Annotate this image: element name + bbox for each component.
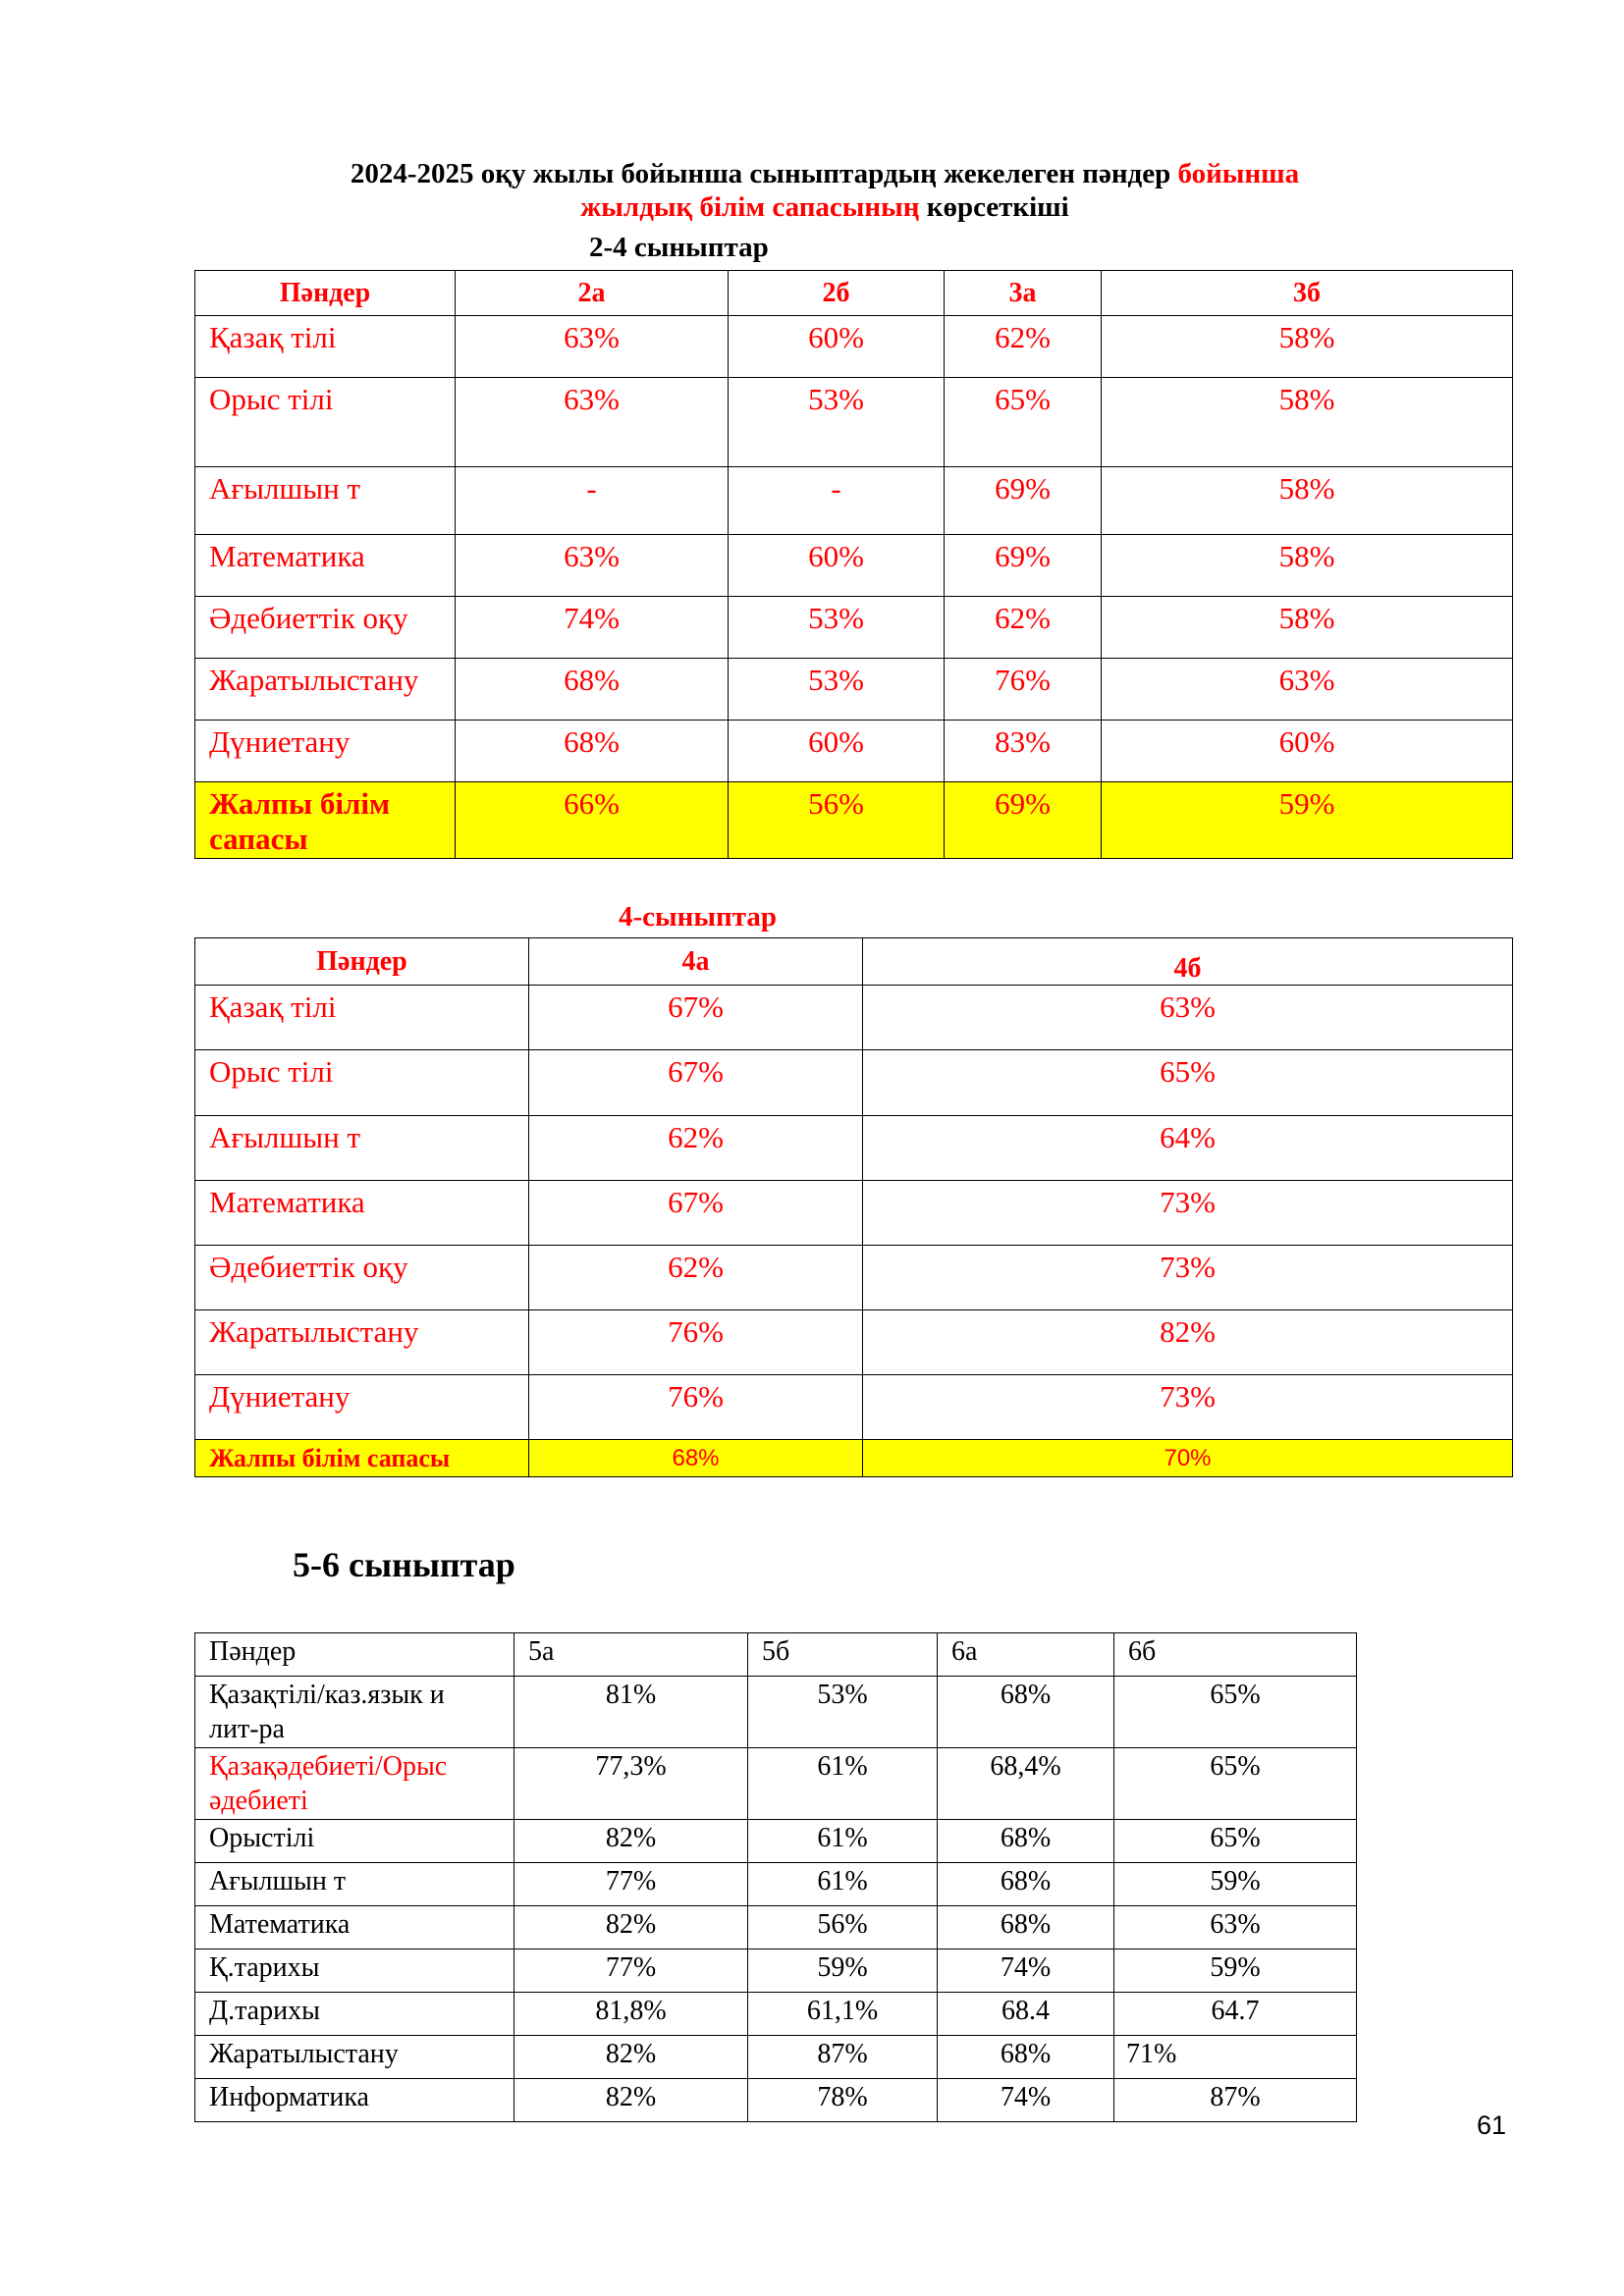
subject-cell: Әдебиеттік оқу (195, 597, 456, 659)
value-cell: 76% (945, 659, 1102, 721)
value-cell: 53% (729, 659, 945, 721)
value-cell: 73% (863, 1246, 1513, 1310)
value-cell: - (456, 467, 729, 535)
table-row (195, 2079, 1357, 2122)
total-row (195, 1440, 1513, 1477)
value-cell: 76% (529, 1375, 863, 1440)
value-cell: 53% (729, 597, 945, 659)
subject-cell: Жаратылыстану (195, 1310, 529, 1375)
header-cell: 5б (748, 1633, 938, 1677)
value-cell: 58% (1102, 597, 1513, 659)
value-cell: 71% (1114, 2036, 1357, 2079)
subject-cell: Жаратылыстану (195, 2036, 514, 2079)
value-cell: 67% (529, 986, 863, 1050)
value-cell: 68% (456, 721, 729, 782)
value-cell: 78% (748, 2079, 938, 2122)
page-number: 61 (1476, 2110, 1506, 2140)
header-cell: 2б (729, 271, 945, 316)
table-row (195, 1181, 1513, 1246)
subject-cell: Орыс тілі (195, 378, 456, 467)
table-row (195, 597, 1513, 659)
subject-line: Қазақтілі/каз.язык и (209, 1680, 445, 1710)
total-value-cell: 59% (1102, 782, 1513, 859)
value-cell: 81% (514, 1677, 748, 1748)
value-cell: 68% (938, 1677, 1114, 1748)
value-cell: 77,3% (514, 1748, 748, 1820)
total-label-line: Жалпы білім (209, 786, 391, 821)
value-cell: 63% (1114, 1906, 1357, 1949)
value-cell: 61,1% (748, 1993, 938, 2036)
table-grade-4 (194, 937, 1513, 1477)
total-label-cell: Жалпы білім сапасы (195, 1440, 529, 1477)
subject-cell: Д.тарихы (195, 1993, 514, 2036)
subject-cell: Дүниетану (195, 1375, 529, 1440)
table-row (195, 1863, 1357, 1906)
header-cell: 4б (863, 938, 1513, 986)
subject-cell: Математика (195, 1181, 529, 1246)
value-cell: 63% (456, 535, 729, 597)
value-cell: 65% (863, 1050, 1513, 1116)
value-cell: 65% (1114, 1748, 1357, 1820)
table-row (195, 986, 1513, 1050)
subject-line: Қазақәдебиеті/Орыс (209, 1751, 448, 1782)
value-cell: 77% (514, 1949, 748, 1993)
value-cell: 68% (456, 659, 729, 721)
value-cell: 58% (1102, 467, 1513, 535)
value-cell: 65% (1114, 1820, 1357, 1863)
table-row (195, 467, 1513, 535)
value-cell: 74% (456, 597, 729, 659)
subject-cell: Информатика (195, 2079, 514, 2122)
table-header-row (195, 1633, 1357, 1677)
value-cell: 69% (945, 467, 1102, 535)
total-label-cell (195, 782, 456, 859)
value-cell: 68% (938, 1906, 1114, 1949)
value-cell: 77% (514, 1863, 748, 1906)
value-cell: 63% (456, 378, 729, 467)
table3-caption: 5-6 сыныптар (293, 1545, 515, 1584)
value-cell: 61% (748, 1748, 938, 1820)
table-row (195, 1906, 1357, 1949)
value-cell: 60% (729, 316, 945, 378)
value-cell: 73% (863, 1181, 1513, 1246)
value-cell: 63% (1102, 659, 1513, 721)
value-cell: 68% (938, 1820, 1114, 1863)
value-cell: 73% (863, 1375, 1513, 1440)
subject-cell: Математика (195, 1906, 514, 1949)
table-row (195, 1748, 1357, 1820)
table-row (195, 1949, 1357, 1993)
value-cell: 82% (514, 2079, 748, 2122)
subject-line: әдебиеті (209, 1786, 308, 1816)
value-cell: 60% (1102, 721, 1513, 782)
value-cell: 67% (529, 1050, 863, 1116)
total-value-cell: 70% (863, 1440, 1513, 1477)
value-cell: 53% (729, 378, 945, 467)
value-cell: 56% (748, 1906, 938, 1949)
table2-caption: 4-сыныптар (619, 901, 777, 933)
total-value-cell: 66% (456, 782, 729, 859)
subject-cell: Ағылшын т (195, 1863, 514, 1906)
title-line-2: жылдық білім сапасының көрсеткіші (580, 191, 1069, 223)
table-header-row (195, 271, 1513, 316)
subject-cell (195, 1677, 514, 1748)
value-cell: 65% (945, 378, 1102, 467)
value-cell: 69% (945, 535, 1102, 597)
value-cell: 62% (945, 316, 1102, 378)
value-cell: 64% (863, 1116, 1513, 1181)
value-cell: 62% (945, 597, 1102, 659)
value-cell: 81,8% (514, 1993, 748, 2036)
value-cell: 53% (748, 1677, 938, 1748)
table-row (195, 1116, 1513, 1181)
value-cell: 65% (1114, 1677, 1357, 1748)
total-value-cell: 69% (945, 782, 1102, 859)
value-cell: 58% (1102, 378, 1513, 467)
header-cell: 4а (529, 938, 863, 986)
header-cell: Пәндер (195, 938, 529, 986)
value-cell: 59% (1114, 1863, 1357, 1906)
value-cell: 68.4 (938, 1993, 1114, 2036)
table-row (195, 535, 1513, 597)
value-cell: 62% (529, 1246, 863, 1310)
table-header-row (195, 938, 1513, 986)
table-row (195, 316, 1513, 378)
table-row (195, 1246, 1513, 1310)
value-cell: 68% (938, 1863, 1114, 1906)
table-row (195, 378, 1513, 467)
header-cell: 3а (945, 271, 1102, 316)
value-cell: 74% (938, 2079, 1114, 2122)
value-cell: 82% (514, 1820, 748, 1863)
value-cell: 68% (938, 2036, 1114, 2079)
value-cell: 87% (748, 2036, 938, 2079)
table1-caption: 2-4 сыныптар (589, 232, 769, 263)
header-cell: 6б (1114, 1633, 1357, 1677)
title-highlight-2: жылдық білім сапасының (580, 191, 920, 223)
value-cell: 74% (938, 1949, 1114, 1993)
value-cell: 82% (863, 1310, 1513, 1375)
value-cell: 61% (748, 1820, 938, 1863)
header-cell: 6а (938, 1633, 1114, 1677)
subject-cell: Орыстілі (195, 1820, 514, 1863)
subject-cell: Дүниетану (195, 721, 456, 782)
value-cell: 82% (514, 1906, 748, 1949)
subject-cell (195, 1748, 514, 1820)
subject-cell: Ағылшын т (195, 1116, 529, 1181)
subject-cell: Орыс тілі (195, 1050, 529, 1116)
header-cell: Пәндер (195, 1633, 514, 1677)
total-value-cell: 68% (529, 1440, 863, 1477)
table-row (195, 1310, 1513, 1375)
table-row (195, 1993, 1357, 2036)
subject-cell: Қ.тарихы (195, 1949, 514, 1993)
value-cell: 82% (514, 2036, 748, 2079)
table-row (195, 1820, 1357, 1863)
value-cell: 67% (529, 1181, 863, 1246)
header-cell: 3б (1102, 271, 1513, 316)
value-cell: 59% (1114, 1949, 1357, 1993)
total-row (195, 782, 1513, 859)
subject-line: лит-ра (209, 1714, 285, 1744)
table-row (195, 1677, 1357, 1748)
subject-cell: Математика (195, 535, 456, 597)
value-cell: - (729, 467, 945, 535)
table-row (195, 1050, 1513, 1116)
title-highlight-1: бойынша (1177, 158, 1300, 189)
value-cell: 63% (863, 986, 1513, 1050)
value-cell: 64.7 (1114, 1993, 1357, 2036)
subject-cell: Ағылшын т (195, 467, 456, 535)
value-cell: 58% (1102, 316, 1513, 378)
header-cell: Пәндер (195, 271, 456, 316)
value-cell: 60% (729, 535, 945, 597)
value-cell: 68,4% (938, 1748, 1114, 1820)
table-row (195, 2036, 1357, 2079)
value-cell: 59% (748, 1949, 938, 1993)
subject-cell: Қазақ тілі (195, 986, 529, 1050)
header-cell: 5а (514, 1633, 748, 1677)
value-cell: 61% (748, 1863, 938, 1906)
table-row (195, 721, 1513, 782)
value-cell: 87% (1114, 2079, 1357, 2122)
value-cell: 58% (1102, 535, 1513, 597)
value-cell: 60% (729, 721, 945, 782)
value-cell: 76% (529, 1310, 863, 1375)
page-title (196, 157, 1453, 224)
title-line-1: 2024-2025 оқу жылы бойынша сыныптардың жекелеген пәндер бойынша (350, 158, 1300, 189)
header-cell: 2а (456, 271, 729, 316)
value-cell: 62% (529, 1116, 863, 1181)
table-row (195, 659, 1513, 721)
total-label-line: сапасы (209, 822, 308, 856)
subject-cell: Әдебиеттік оқу (195, 1246, 529, 1310)
subject-cell: Қазақ тілі (195, 316, 456, 378)
value-cell: 63% (456, 316, 729, 378)
table-grades-2-4 (194, 270, 1513, 859)
total-value-cell: 56% (729, 782, 945, 859)
subject-cell: Жаратылыстану (195, 659, 456, 721)
table-row (195, 1375, 1513, 1440)
value-cell: 83% (945, 721, 1102, 782)
table-grades-5-6 (194, 1632, 1357, 2122)
